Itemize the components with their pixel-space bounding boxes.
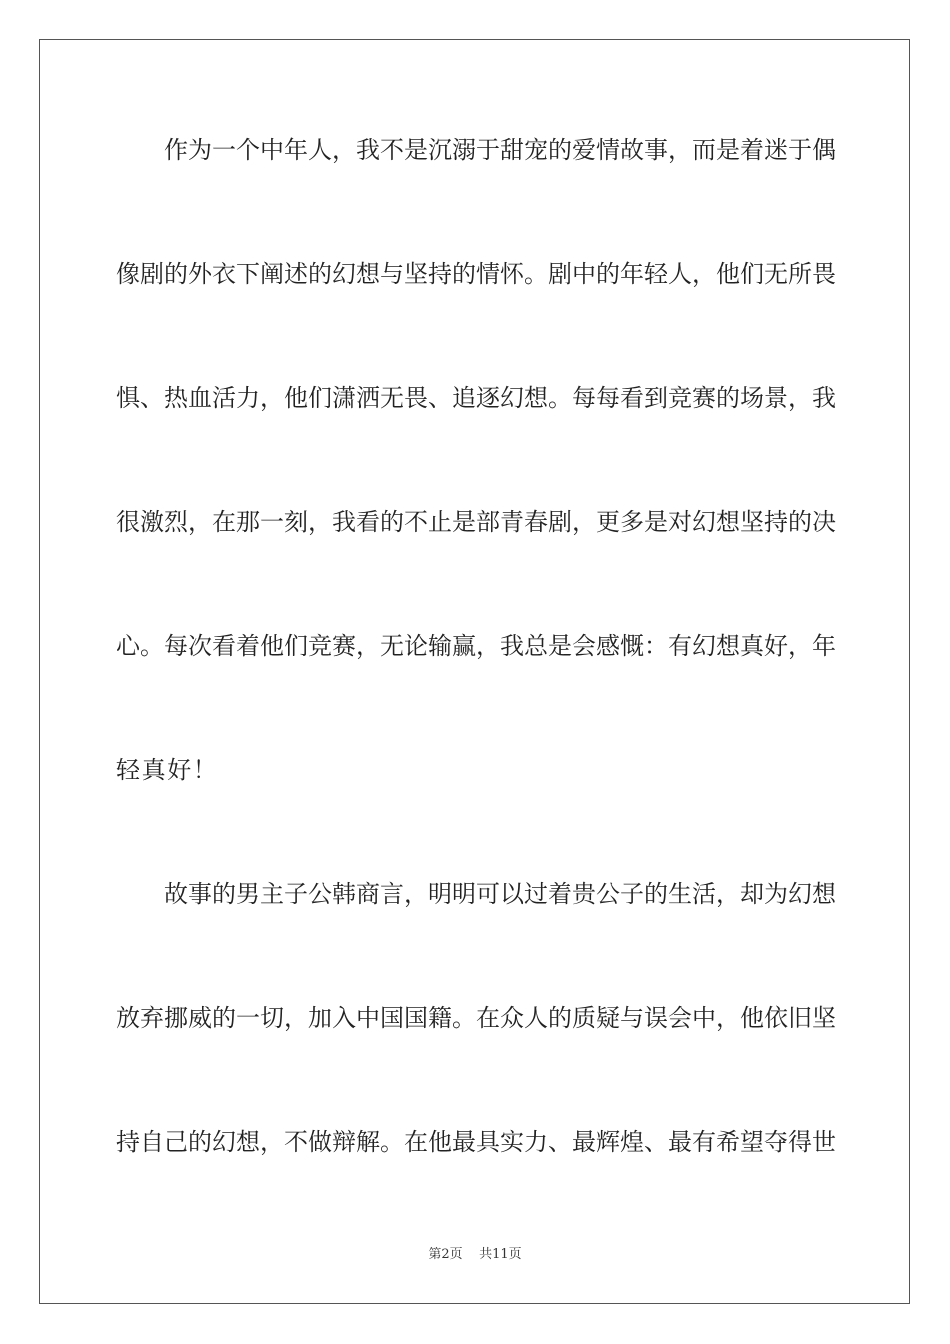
paragraph-1-line-6: 轻真好！: [116, 756, 219, 784]
page-number: 第2页: [428, 1247, 463, 1262]
page-footer: [0, 1247, 950, 1263]
page-total: 共11页: [479, 1247, 522, 1262]
paragraph-1-line-2: 像剧的外衣下阐述的幻想与坚持的情怀。剧中的年轻人，他们无所畏: [116, 260, 836, 288]
paragraph-1-line-5: 心。每次看着他们竞赛，无论输赢，我总是会感慨：有幻想真好，年: [116, 632, 836, 660]
paragraph-1-line-1: 作为一个中年人，我不是沉溺于甜宠的爱情故事，而是着迷于偶: [164, 136, 836, 164]
paragraph-1-line-4: 很激烈，在那一刻，我看的不止是部青春剧，更多是对幻想坚持的决: [116, 508, 836, 536]
paragraph-2-line-3: 持自己的幻想，不做辩解。在他最具实力、最辉煌、最有希望夺得世: [116, 1128, 836, 1156]
paragraph-1-line-3: 惧、热血活力，他们潇洒无畏、追逐幻想。每每看到竞赛的场景，我: [116, 384, 836, 412]
paragraph-2-line-2: 放弃挪威的一切，加入中国国籍。在众人的质疑与误会中，他依旧坚: [116, 1004, 836, 1032]
page-border: [39, 39, 910, 1304]
paragraph-2-line-1: 故事的男主子公韩商言，明明可以过着贵公子的生活，却为幻想: [164, 880, 836, 908]
